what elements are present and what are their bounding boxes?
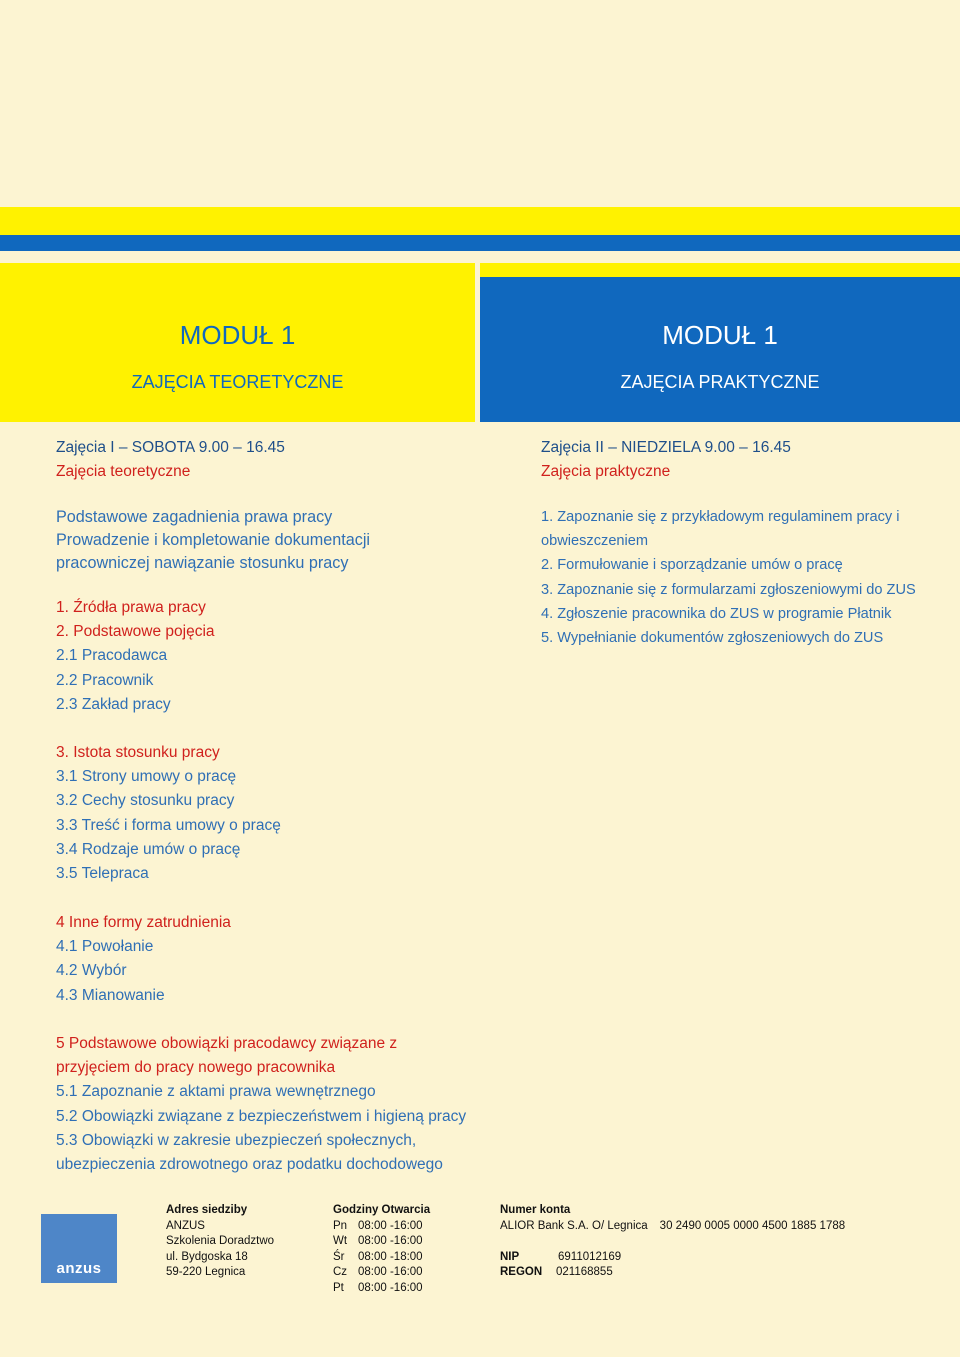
left-intro (56, 506, 370, 575)
hours-day: Cz (333, 1266, 348, 1278)
intro-line: Podstawowe zagadnienia prawa pracy (56, 508, 333, 526)
hours-day: Śr (333, 1250, 345, 1263)
nip-row (500, 1250, 845, 1266)
hours-row (333, 1265, 430, 1281)
hours-day: Pn (333, 1219, 348, 1232)
list-item: 3.5 Telepraca (56, 865, 149, 883)
address-block (166, 1203, 274, 1281)
right-session-block (541, 436, 791, 484)
address-line: ul. Bydgoska 18 (166, 1250, 248, 1263)
hours-time: 08:00 -16:00 (358, 1235, 423, 1247)
hours-time: 08:00 -16:00 (358, 1266, 423, 1278)
hours-day: Wt (333, 1235, 348, 1247)
intro-line: Prowadzenie i kompletowanie dokumentacji (56, 531, 371, 549)
left-session-type: Zajęcia teoretyczne (56, 463, 191, 481)
regon-row (500, 1265, 845, 1281)
hours-row (333, 1234, 430, 1250)
intro-line: pracowniczej nawiązanie stosunku pracy (56, 554, 349, 572)
address-line: ANZUS (166, 1219, 205, 1232)
list-item: 2.1 Pracodawca (56, 647, 168, 665)
hours-day: Pt (333, 1281, 344, 1294)
hours-row (333, 1250, 430, 1266)
list-item: 4.2 Wybór (56, 962, 127, 980)
list-item: obwieszczeniem (541, 533, 649, 550)
list-item: 4.1 Powołanie (56, 938, 154, 956)
section-3-list (56, 741, 281, 886)
hours-time: 08:00 -16:00 (358, 1219, 423, 1232)
list-item: 5.1 Zapoznanie z aktami prawa wewnętrznego (56, 1083, 376, 1101)
section-4-list (56, 911, 231, 1008)
left-session-block (56, 436, 285, 484)
address-line: Szkolenia Doradztwo (166, 1235, 275, 1247)
logo-text: anzus (56, 1260, 102, 1277)
list-item: 5 Podstawowe obowiązki pracodawcy związane z (56, 1035, 398, 1052)
right-items-list (541, 505, 916, 650)
hours-heading: Godziny Otwarcia (333, 1204, 431, 1216)
list-item: 4 Inne formy zatrudnienia (56, 914, 231, 931)
spacer (500, 1234, 845, 1250)
left-module-title: MODUŁ 1 (179, 320, 296, 350)
top-blue-band (0, 235, 960, 251)
list-item: 2.3 Zakład pracy (56, 695, 171, 713)
list-item: przyjęciem do pracy nowego pracownika (56, 1059, 336, 1077)
regon-label: REGON (500, 1266, 543, 1278)
right-module-header (480, 277, 960, 422)
right-module-top-strip (480, 263, 960, 277)
list-item: 3. Istota stosunku pracy (56, 744, 220, 761)
hours-time: 08:00 -18:00 (358, 1250, 423, 1263)
right-session-type: Zajęcia praktyczne (541, 463, 671, 481)
right-module-subtitle: ZAJĘCIA PRAKTYCZNE (620, 372, 820, 392)
nip-label: NIP (500, 1250, 520, 1263)
list-item: 2. Formułowanie i sporządzanie umów o pracę (541, 557, 843, 574)
bank-name: ALIOR Bank S.A. O/ Legnica (500, 1219, 648, 1232)
anzus-logo (41, 1214, 117, 1283)
account-block (500, 1203, 845, 1281)
list-item: 4.3 Mianowanie (56, 986, 165, 1004)
right-module-title: MODUŁ 1 (662, 320, 778, 350)
list-item: 1. Źródła prawa pracy (56, 599, 206, 616)
section-1-list (56, 596, 215, 717)
left-module-header (0, 277, 475, 422)
list-item: ubezpieczenia zdrowotnego oraz podatku dochodowego (56, 1156, 443, 1174)
right-session-title: Zajęcia II – NIEDZIELA 9.00 – 16.45 (541, 439, 791, 456)
list-item: 3.4 Rodzaje umów o pracę (56, 840, 241, 858)
list-item: 5.3 Obowiązki w zakresie ubezpieczeń społecznych, (56, 1131, 417, 1149)
nip-value: 6911012169 (558, 1250, 622, 1263)
hours-row (333, 1281, 430, 1297)
list-item: 4. Zgłoszenie pracownika do ZUS w programie Płatnik (541, 605, 892, 622)
address-heading: Adres siedziby (166, 1204, 248, 1216)
account-heading: Numer konta (500, 1204, 571, 1216)
list-item: 1. Zapoznanie się z przykładowym regulaminem pracy i (541, 509, 900, 525)
list-item: 2.2 Pracownik (56, 671, 154, 689)
account-number: 30 2490 0005 0000 4500 1885 1788 (659, 1219, 846, 1232)
list-item: 3.3 Treść i forma umowy o pracę (56, 816, 281, 834)
regon-value: 021168855 (556, 1266, 613, 1278)
list-item: 5.2 Obowiązki związane z bezpieczeństwem i higieną pracy (56, 1107, 467, 1125)
section-5-list (56, 1032, 466, 1177)
top-yellow-band (0, 207, 960, 235)
left-module-subtitle: ZAJĘCIA TEORETYCZNE (131, 372, 344, 392)
hours-time: 08:00 -16:00 (358, 1281, 423, 1294)
left-module-top-strip (0, 263, 475, 277)
list-item: 3. Zapoznanie się z formularzami zgłoszeniowymi do ZUS (541, 581, 916, 598)
left-session-title: Zajęcia I – SOBOTA 9.00 – 16.45 (56, 439, 285, 456)
address-line: 59-220 Legnica (166, 1266, 246, 1278)
hours-row (333, 1219, 430, 1235)
list-item: 5. Wypełnianie dokumentów zgłoszeniowych do ZUS (541, 630, 884, 647)
hours-block (333, 1203, 430, 1296)
list-item: 3.1 Strony umowy o pracę (56, 768, 237, 786)
list-item: 3.2 Cechy stosunku pracy (56, 792, 235, 810)
account-row (500, 1219, 845, 1235)
list-item: 2. Podstawowe pojęcia (56, 623, 215, 641)
